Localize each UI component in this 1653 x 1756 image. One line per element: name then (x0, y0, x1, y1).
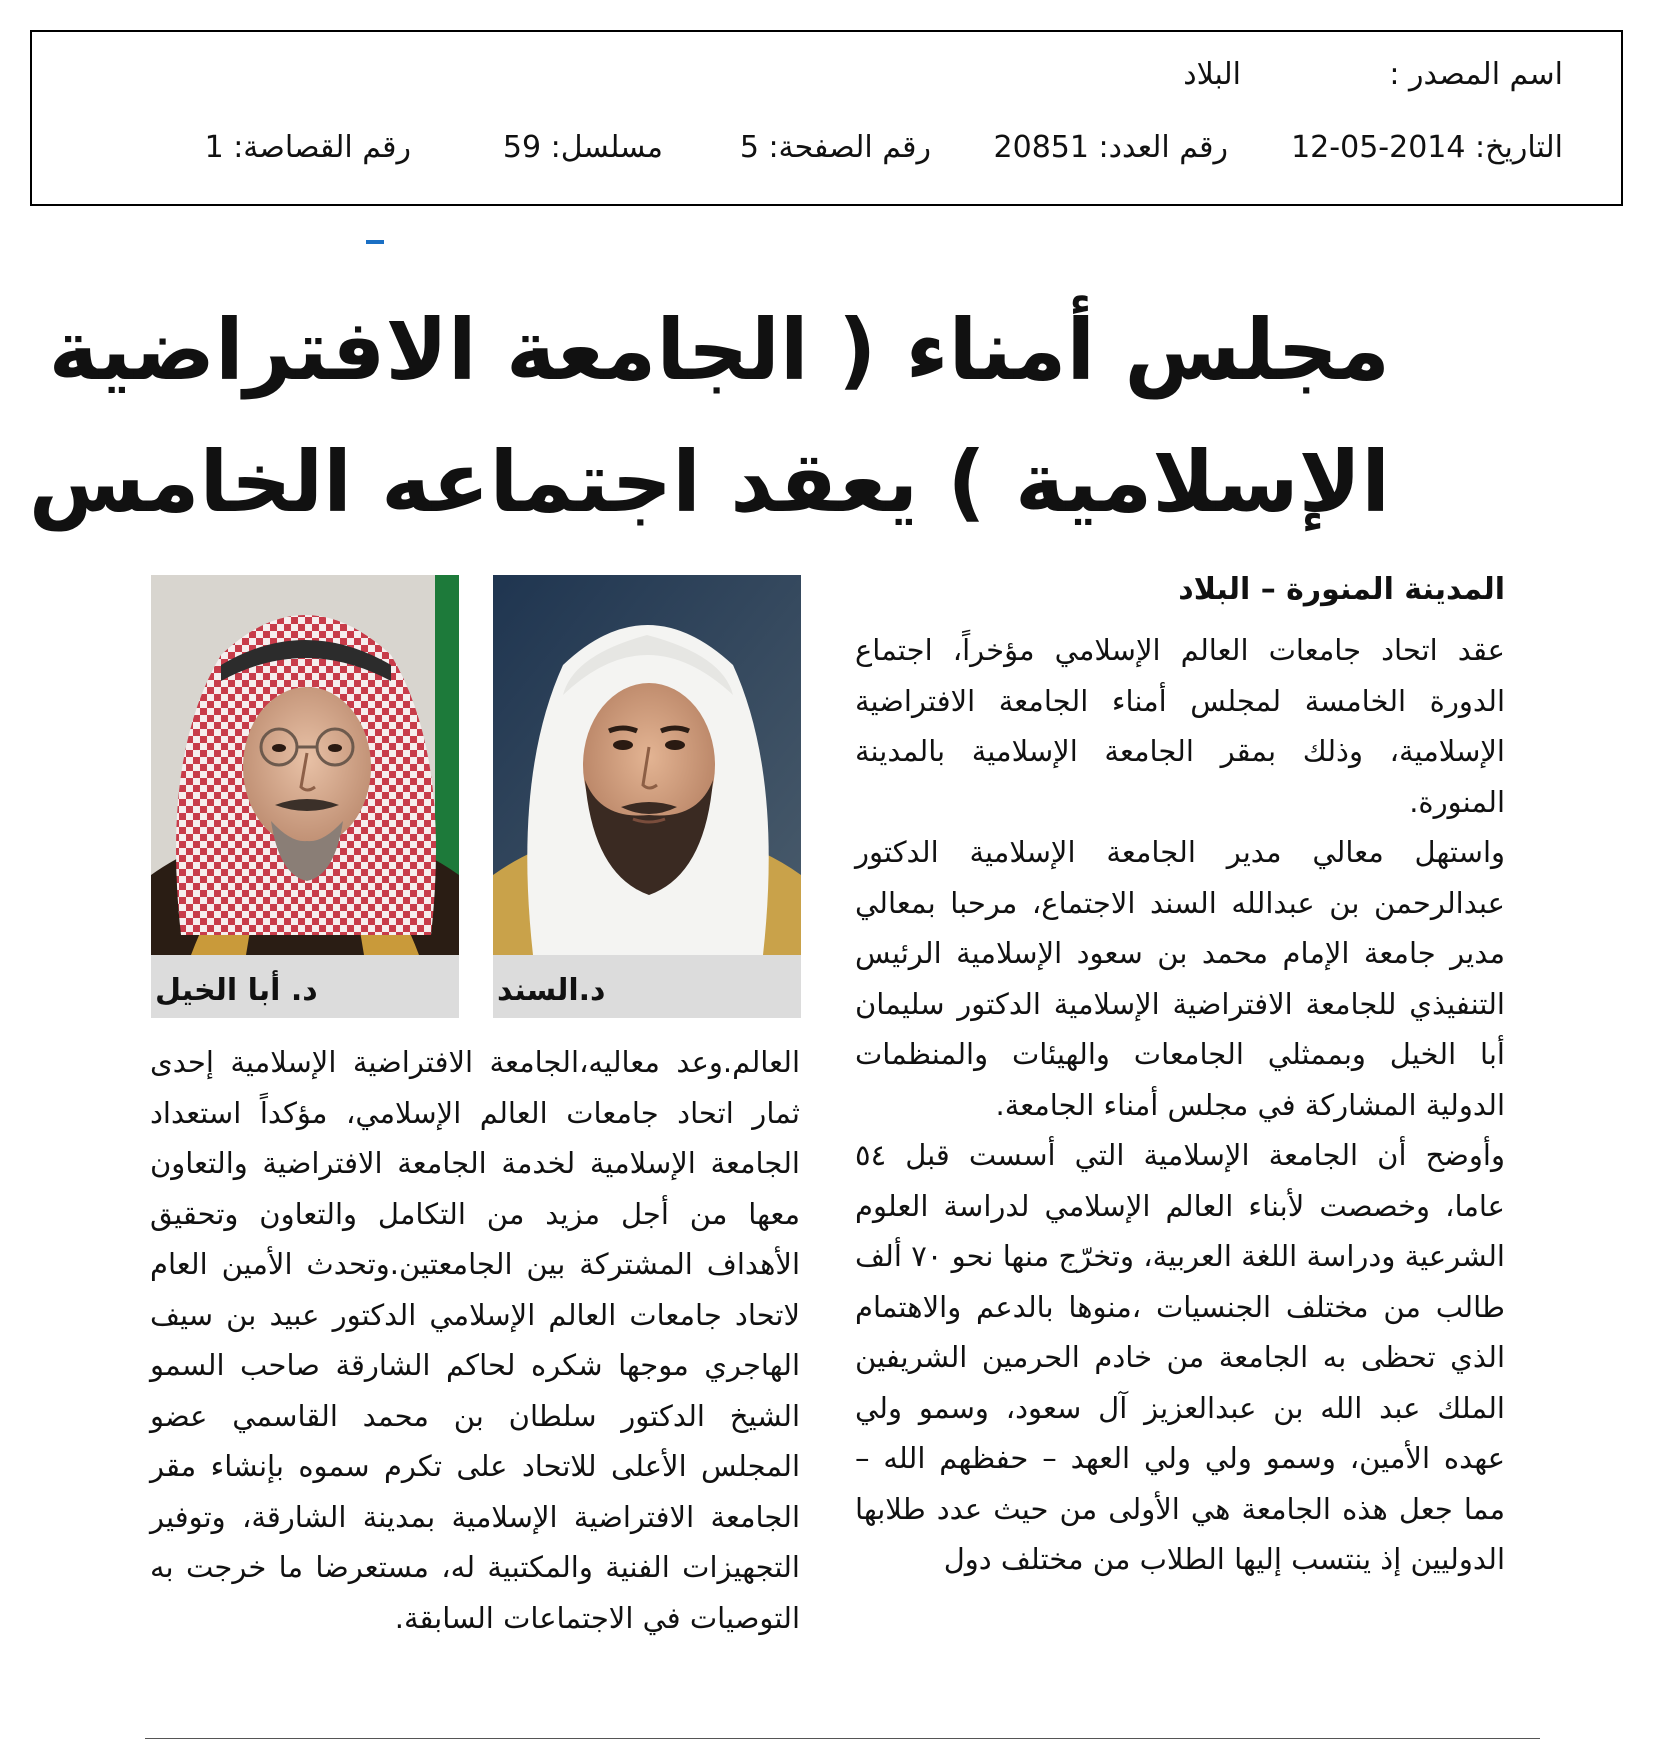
article-column-right (855, 625, 1505, 1585)
source-info-box (30, 30, 1623, 206)
serial-field: مسلسل: 59 (502, 130, 663, 165)
date-field: التاريخ: 2014-05-12 (1291, 130, 1563, 165)
bottom-divider (145, 1738, 1540, 1739)
photo-aba-alkhail (151, 575, 459, 1018)
source-value: البلاد (1183, 57, 1241, 92)
source-label: اسم المصدر : (1389, 57, 1563, 92)
portrait-al-sanad-image (493, 575, 801, 955)
accent-mark (366, 240, 384, 244)
paragraph: وأوضح أن الجامعة الإسلامية التي أسست قبل ٥٤ عاما، وخصصت لأبناء العالم الإسلامي لدراسة العلوم الشرعية ودراسة اللغة العربية، وتخرّج منها نحو ٧٠ ألف طالب من مختلف الجنسيات ،منوها بالدعم والاهتمام الذي تحظى به الجامعة من خادم الحرمين الشريفين الملك عبد الله بن عبدالعزيز آل سعود، وسمو ولي عهده الأمين، وسمو ولي ولي العهد – حفظهم الله – مما جعل هذه الجامعة هي الأولى من حيث عدد طلابها الدوليين إذ ينتسب إليها الطلاب من مختلف دول (855, 1138, 1505, 1576)
article-column-left (150, 1037, 800, 1643)
headline-line-2: الإسلامية ) يعقد اجتماعه الخامس (28, 433, 1390, 531)
issue-number-field: رقم العدد: 20851 (993, 130, 1228, 165)
paragraph: العالم.وعد معاليه،الجامعة الافتراضية الإسلامية إحدى ثمار اتحاد جامعات العالم الإسلامي، مؤكداً استعداد الجامعة الإسلامية لخدمة الجامعة الافتراضية والتعاون معها من أجل مزيد من التكامل والتعاون وتحقيق الأهداف المشتركة بين الجامعتين.وتحدث الأمين العام لاتحاد جامعات العالم الإسلامي الدكتور عبيد بن سيف الهاجري موجها شكره لحاكم الشارقة صاحب السمو الشيخ الدكتور سلطان بن محمد القاسمي عضو المجلس الأعلى للاتحاد على تكرم سموه بإنشاء مقر الجامعة الافتراضية الإسلامية بمدينة الشارقة، وتوفير التجهيزات الفنية والمكتبية له، مستعرضا ما خرجت به التوصيات في الاجتماعات السابقة. (150, 1045, 800, 1635)
page-number-field: رقم الصفحة: 5 (739, 130, 931, 165)
photo-al-sanad (493, 575, 801, 1018)
clipping-number-field: رقم القصاصة: 1 (204, 130, 411, 165)
dateline: المدينة المنورة – البلاد (1178, 572, 1505, 607)
photo-caption: د. أبا الخيل (155, 973, 318, 1008)
headline-line-1: مجلس أمناء ( الجامعة الافتراضية (48, 301, 1390, 399)
portrait-aba-alkhail-image (151, 575, 459, 955)
photo-caption: د.السند (497, 973, 606, 1008)
paragraph: واستهل معالي مدير الجامعة الإسلامية الدكتور عبدالرحمن بن عبدالله السند الاجتماع، مرحبا بمعالي مدير جامعة الإمام محمد بن سعود الإسلامية الرئيس التنفيذي للجامعة الافتراضية الإسلامية الدكتور سليمان أبا الخيل وبممثلي الجامعات والهيئات والمنظمات الدولية المشاركة في مجلس أمناء الجامعة. (855, 835, 1505, 1122)
paragraph: عقد اتحاد جامعات العالم الإسلامي مؤخراً، اجتماع الدورة الخامسة لمجلس أمناء الجامعة الافتراضية الإسلامية، وذلك بمقر الجامعة الإسلامية بالمدينة المنورة. (855, 633, 1505, 819)
